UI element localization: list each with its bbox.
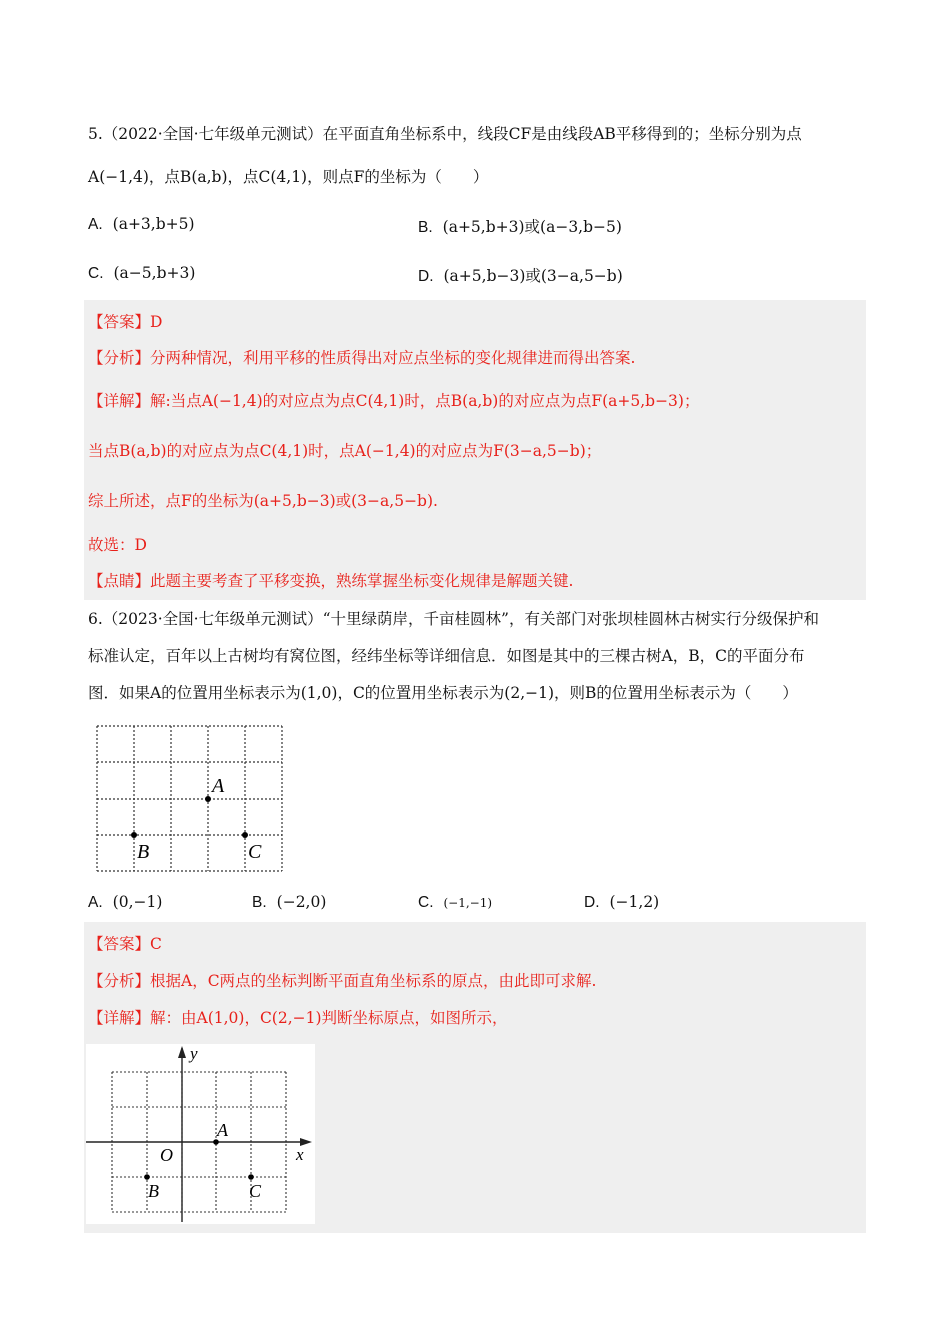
q6-option-a — [88, 893, 162, 912]
q5-stem-line1: 5.（2022·全国·七年级单元测试）在平面直角坐标系中，线段CF是由线段AB平移得到的；坐标分别为点 — [88, 125, 802, 143]
label-b: B — [137, 841, 150, 863]
option-text: (a+5,b+3)或(a−3,b−5) — [442, 218, 622, 236]
q5-detail-line3: 综上所述，点F的坐标为(a+5,b−3)或(3−a,5−b). — [88, 492, 438, 510]
option-text: (a−5,b+3) — [113, 264, 196, 282]
option-text: (a+3,b+5) — [112, 215, 195, 233]
option-label: A. — [88, 894, 103, 911]
option-text: (−1,−1) — [443, 896, 493, 910]
option-text: (a+5,b−3)或(3−a,5−b) — [443, 267, 623, 285]
point-a — [213, 1139, 219, 1145]
q5-detail-line2: 当点B(a,b)的对应点为点C(4,1)时，点A(−1,4)的对应点为F(3−a,5−b)； — [88, 442, 602, 460]
x-axis-label: x — [296, 1145, 304, 1164]
label-c: C — [248, 841, 262, 863]
option-label: C. — [418, 894, 434, 911]
label-a: A — [217, 1120, 228, 1140]
q5-option-c — [88, 264, 195, 283]
q5-stem-line2: A(−1,4)，点B(a,b)，点C(4,1)，则点F的坐标为（ ） — [88, 168, 489, 186]
axes — [86, 1048, 308, 1222]
q6-grid-svg — [92, 722, 292, 874]
q6-option-d — [584, 893, 659, 912]
q6-figure — [92, 722, 292, 874]
q5-comment: 【点睛】此题主要考查了平移变换，熟练掌握坐标变化规律是解题关键. — [88, 572, 574, 590]
q6-answer: 【答案】C — [88, 935, 162, 953]
q6-option-b — [252, 893, 326, 912]
option-label: A. — [88, 216, 103, 233]
point-b — [131, 832, 137, 838]
option-label: D. — [418, 268, 434, 285]
q5-choice: 故选：D — [88, 536, 147, 554]
q6-option-c — [418, 893, 492, 912]
label-c: C — [249, 1181, 262, 1201]
point-a — [205, 796, 211, 802]
option-label: D. — [584, 894, 600, 911]
option-text: (0,−1) — [112, 893, 163, 911]
q5-answer: 【答案】D — [88, 313, 163, 331]
point-c — [248, 1174, 254, 1180]
y-axis-label: y — [190, 1044, 198, 1063]
q5-option-a — [88, 215, 195, 234]
q6-stem-line3: 图．如果A的位置用坐标表示为(1,0)，C的位置用坐标表示为(2,−1)，则B的位置用坐标表示为（ ） — [88, 684, 798, 702]
option-label: C. — [88, 265, 104, 282]
y-axis-arrow-icon — [178, 1046, 186, 1058]
q6-analysis: 【分析】根据A，C两点的坐标判断平面直角坐标系的原点，由此即可求解. — [88, 972, 597, 990]
q5-detail-line1: 【详解】解:当点A(−1,4)的对应点为点C(4,1)时，点B(a,b)的对应点为点F(a+5,b−3)； — [88, 392, 700, 410]
option-label: B. — [418, 219, 433, 236]
option-label: B. — [252, 894, 267, 911]
q6-detail: 【详解】解：由A(1,0)，C(2,−1)判断坐标原点，如图所示， — [88, 1009, 508, 1027]
q6-stem-line1: 6.（2023·全国·七年级单元测试）“十里绿荫岸，千亩桂圆林”，有关部门对张坝桂圆林古树实行分级保护和 — [88, 610, 819, 628]
q6-axis-figure — [86, 1044, 315, 1224]
q6-stem-line2: 标准认定，百年以上古树均有窝位图，经纬坐标等详细信息．如图是其中的三棵古树A，B，C的平面分布 — [88, 647, 805, 665]
label-a: A — [212, 775, 225, 797]
option-text: (−2,0) — [276, 893, 327, 911]
q5-analysis: 【分析】分两种情况，利用平移的性质得出对应点坐标的变化规律进而得出答案. — [88, 349, 636, 367]
point-b — [144, 1174, 150, 1180]
option-text: (−1,2) — [609, 893, 660, 911]
origin-label: O — [160, 1145, 173, 1165]
point-c — [242, 832, 248, 838]
q5-option-b — [418, 215, 622, 237]
q6-axis-svg — [86, 1044, 315, 1224]
label-b: B — [148, 1181, 159, 1201]
q5-option-d — [418, 264, 623, 286]
